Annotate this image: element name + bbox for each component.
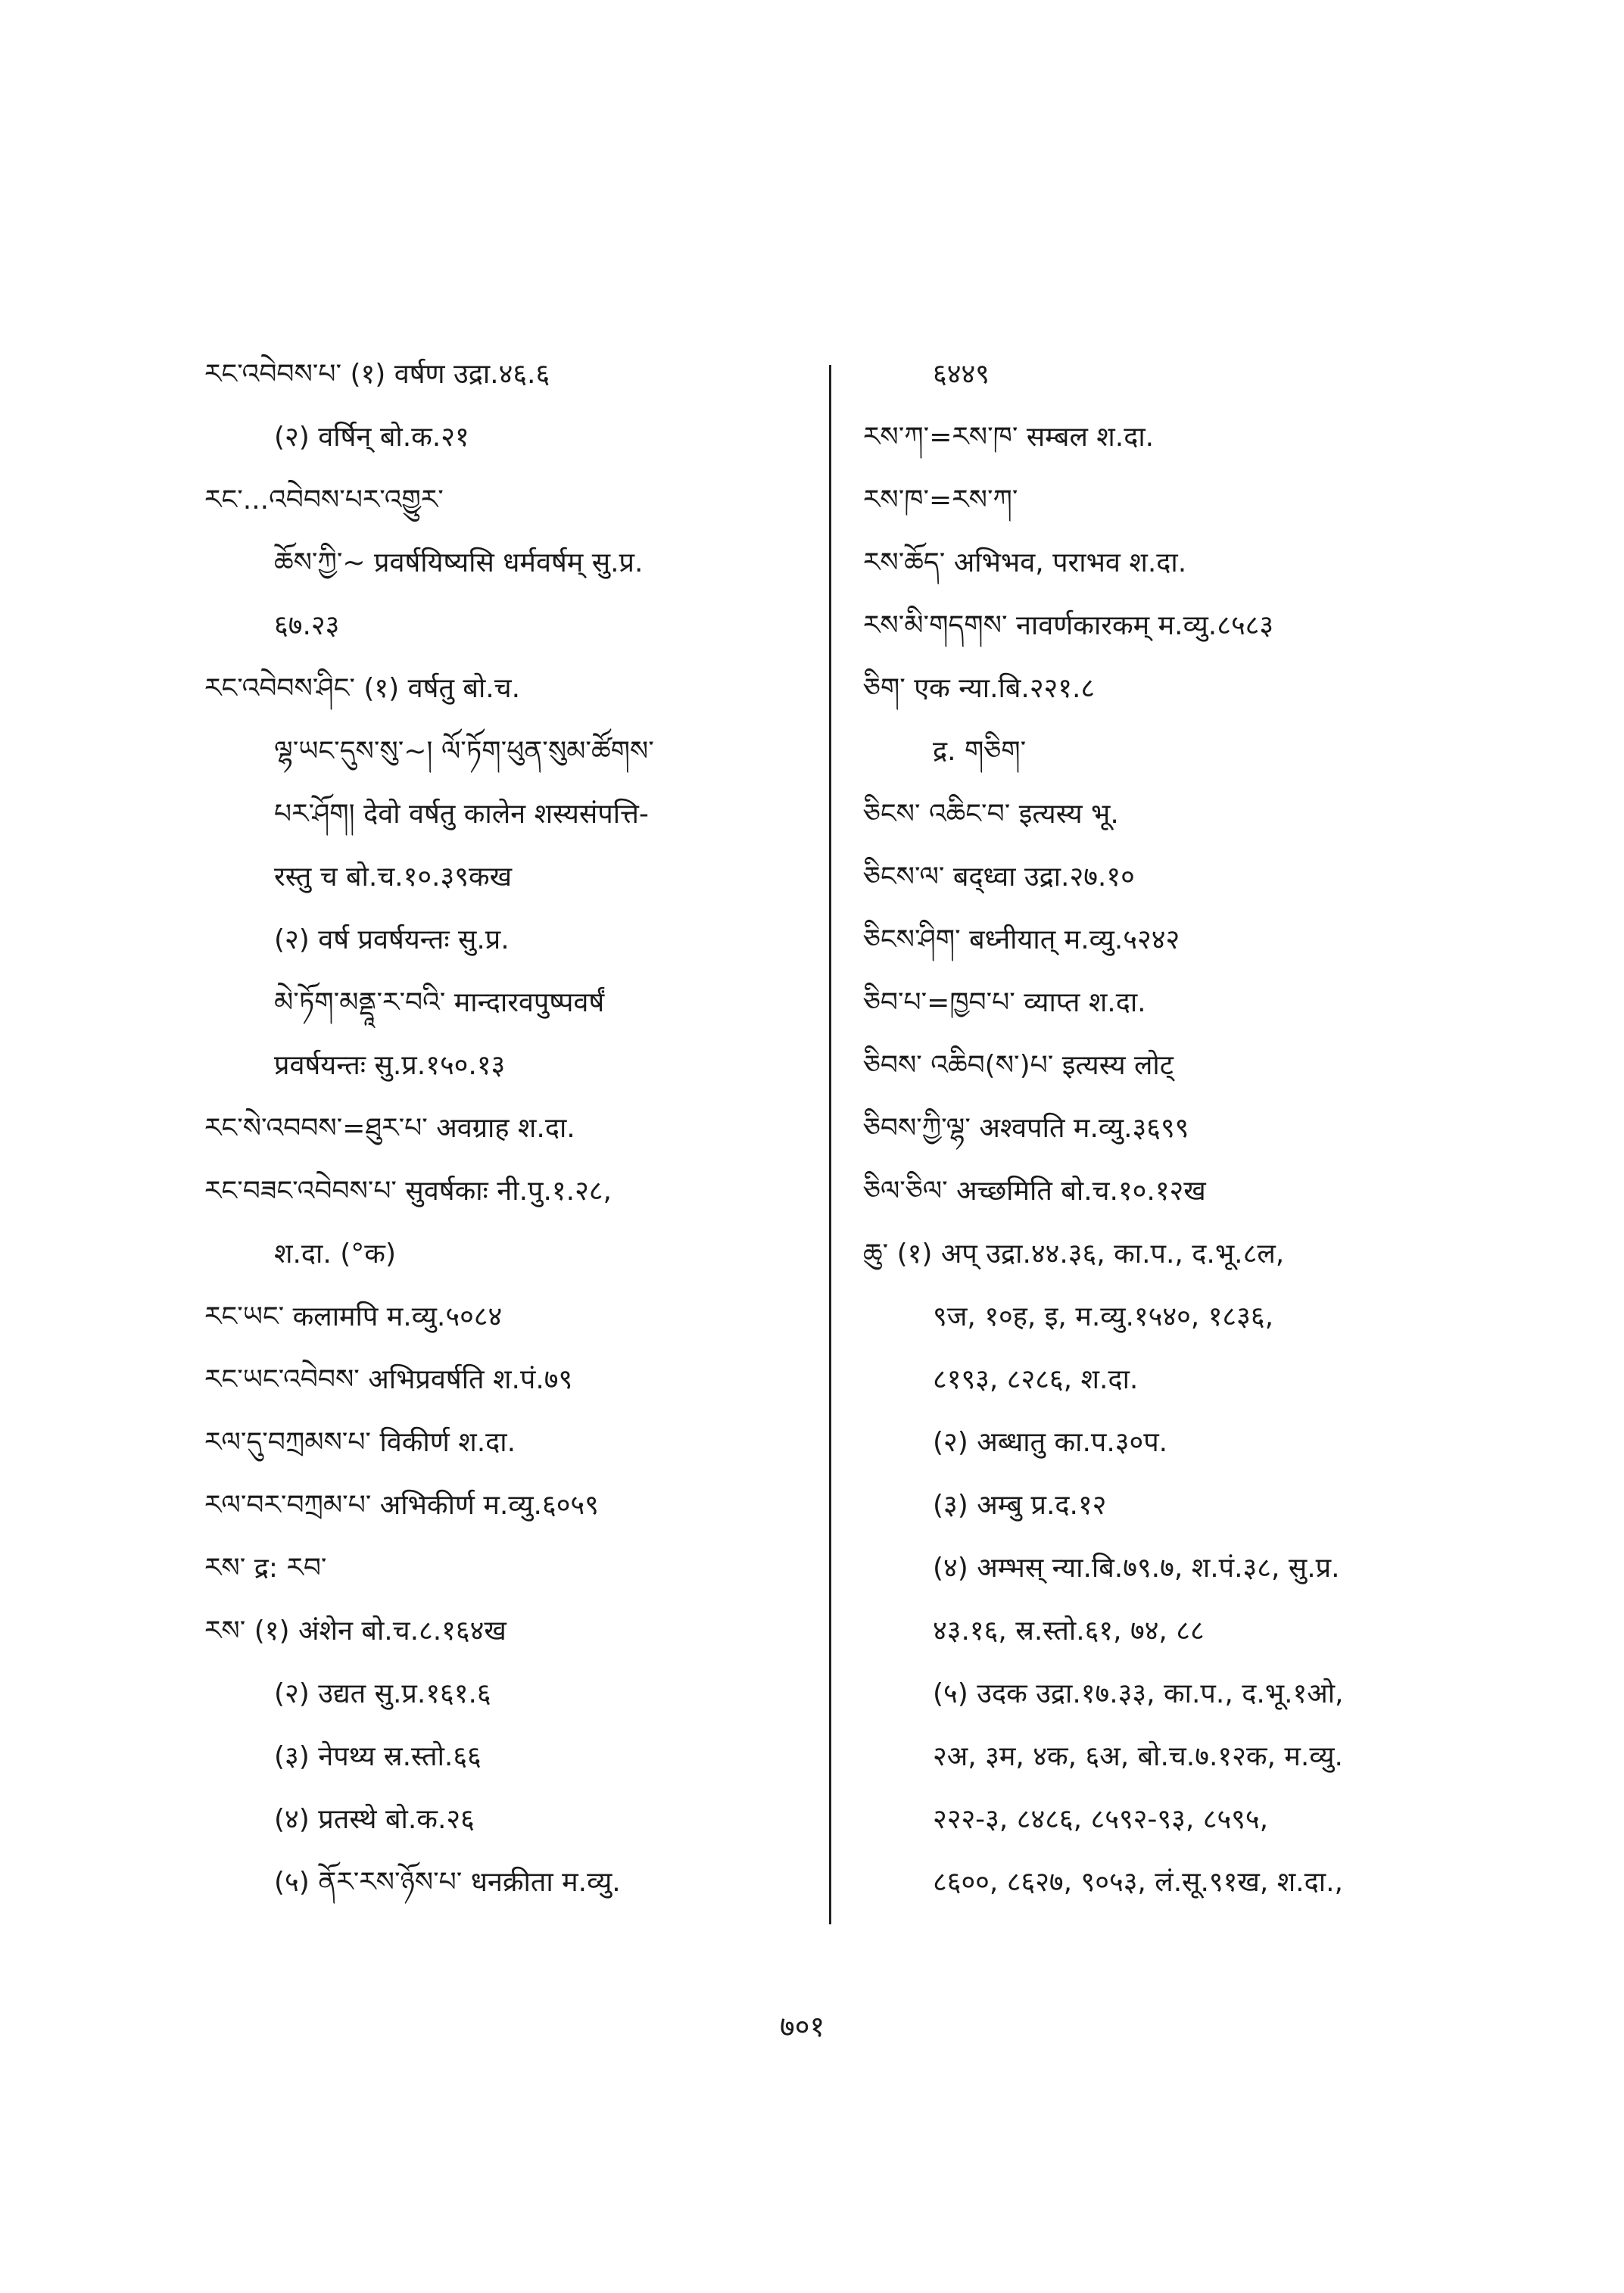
dictionary-entry-line: (३) नेपथ्य स्र.स्तो.६६ <box>274 1741 482 1772</box>
dictionary-entry-line: རང་འབེབས་པ་ (१) वर्षण उद्रा.४६.६ <box>204 359 550 390</box>
dictionary-entry-line: ལྷ་ཡང་དུས་སུ་~། ལོ་ཏོག་ཕུན་སུམ་ཚོགས་ <box>274 736 654 767</box>
page-number: ७०१ <box>780 2010 825 2043</box>
dictionary-entry-line: ६४४९ <box>933 359 990 390</box>
dictionary-entry-line: རས་ཆོད་ अभिभव, पराभव श.दा. <box>863 547 1187 578</box>
dictionary-entry-line: རས་མི་གདགས་ नावर्णकारकम् म.व्यु.८५८३ <box>863 610 1274 641</box>
dictionary-entry-line: (४) प्रतस्थे बो.क.२६ <box>274 1804 475 1835</box>
dictionary-entry-line: རང་...འབེབས་པར་འགྱུར་ <box>204 484 444 516</box>
dictionary-entry-line: པར་ཤོག། देवो वर्षतु कालेन शस्यसंपत्ति- <box>274 799 649 830</box>
dictionary-entry-line: ཅིག་ एक न्या.बि.२२१.८ <box>863 673 1096 704</box>
dictionary-entry-line: ཅིངས་ལ་ बद्ध्वा उद्रा.२७.१० <box>863 861 1135 893</box>
dictionary-entry-line: རས་ཁ་=རས་ཀ་ <box>863 484 1018 516</box>
dictionary-entry-line: ཅིབས་ཀྱི་ལྷ་ अश्वपति म.व्यु.३६९९ <box>863 1113 1189 1144</box>
dictionary-entry-line: (३) अम्बु प्र.द.१२ <box>933 1490 1107 1521</box>
dictionary-entry-line: (२) वर्षिन् बो.क.२१ <box>274 422 469 453</box>
dictionary-entry-line: ཅིབ་པ་=ཁྱབ་པ་ व्याप्त श.दा. <box>863 987 1146 1018</box>
dictionary-entry-line: རས་ (१) अंशेन बो.च.८.१६४ख <box>204 1615 507 1647</box>
dictionary-entry-line: (४) अम्भस् न्या.बि.७९.७, श.पं.३८, सु.प्र. <box>933 1553 1340 1584</box>
dictionary-entry-line: श.दा. (°क) <box>274 1238 396 1270</box>
dictionary-entry-line: ཅིངས་ འཆིང་བ་ इत्यस्य भू. <box>863 799 1119 830</box>
dictionary-entry-line: ཆུ་ (१) अप् उद्रा.४४.३६, का.प., द.भू.८ल, <box>863 1238 1285 1270</box>
dictionary-entry-line: རལ་དུ་བཀྲམས་པ་ विकीर्ण श.दा. <box>204 1427 516 1458</box>
dictionary-entry-line: མེ་ཏོག་མནྡཱ་ར་བའི་ मान्दारवपुष्पवर्षं <box>274 987 605 1018</box>
dictionary-entry-line: ཅིལ་ཅིལ་ अच्छमिति बो.च.१०.१२ख <box>863 1176 1206 1207</box>
dictionary-entry-line: རང་བཟང་འབེབས་པ་ सुवर्षकाः नी.पु.१.२८, <box>204 1176 612 1207</box>
dictionary-entry-line: ८१९३, ८२८६, श.दा. <box>933 1364 1139 1395</box>
dictionary-entry-line: རང་ཡང་འབེབས་ अभिप्रवर्षति श.पं.७९ <box>204 1364 573 1395</box>
dictionary-entry-line: ཆོས་ཀྱི་~ प्रवर्षयिष्यसि धर्मवर्षम् सु.प्र. <box>274 547 644 578</box>
dictionary-entry-line: (५) उदक उद्रा.१७.३३, का.प., द.भू.१ओ, <box>933 1678 1344 1709</box>
dictionary-entry-line: ८६००, ८६२७, ९०५३, लं.सू.९१ख, श.दा., <box>933 1867 1343 1898</box>
dictionary-entry-line: རལ་བར་བཀྲམ་པ་ अभिकीर्ण म.व्यु.६०५९ <box>204 1490 599 1521</box>
dictionary-entry-line: प्रवर्षयन्तः सु.प्र.१५०.१३ <box>274 1050 506 1081</box>
dictionary-entry-line: २अ, ३म, ४क, ६अ, बो.च.७.१२क, म.व्यु. <box>933 1741 1343 1772</box>
dictionary-entry-line: རང་སེ་འབབས་=ཐུར་པ་ अवग्राह श.दा. <box>204 1113 575 1144</box>
dictionary-entry-line: रस्तु च बो.च.१०.३९कख <box>274 861 513 893</box>
dictionary-entry-line: རས་ཀ་=རས་ཁ་ सम्बल श.दा. <box>863 422 1155 453</box>
dictionary-entry-line: ཅིབས་ འཆིབ(ས་)པ་ इत्यस्य लोट् <box>863 1050 1174 1081</box>
dictionary-entry-line: རང་འབེབས་ཤིང་ (१) वर्षतु बो.च. <box>204 673 521 704</box>
dictionary-entry-line: (२) अब्धातु का.प.३०प. <box>933 1427 1168 1458</box>
dictionary-entry-line: (२) उद्यत सु.प्र.१६१.६ <box>274 1678 491 1709</box>
column-divider <box>829 365 831 1924</box>
dictionary-entry-line: རང་ཡང་ कलामपि म.व्यु.५०८४ <box>204 1301 503 1332</box>
dictionary-entry-line: (२) वर्ष प्रवर्षयन्तः सु.प्र. <box>274 924 510 955</box>
dictionary-entry-line: ६७.२३ <box>274 610 340 641</box>
dictionary-entry-line: ४३.१६, स्र.स्तो.६१, ७४, ८८ <box>933 1615 1205 1647</box>
dictionary-entry-line: ९ज, १०ह, इ, म.व्यु.१५४०, १८३६, <box>933 1301 1274 1332</box>
dictionary-entry-line: (५) ནོར་རས་ཉོས་པ་ धनक्रीता म.व्यु. <box>274 1867 621 1898</box>
dictionary-entry-line: २२२-३, ८४८६, ८५९२-९३, ८५९५, <box>933 1804 1269 1835</box>
dictionary-entry-line: རས་ द्र: རབ་ <box>204 1553 327 1584</box>
dictionary-entry-line: ཅིངས་ཤིག་ बध्नीयात् म.व्यु.५२४२ <box>863 924 1180 955</box>
dictionary-entry-line: द्र. གཅིག་ <box>933 736 1027 767</box>
